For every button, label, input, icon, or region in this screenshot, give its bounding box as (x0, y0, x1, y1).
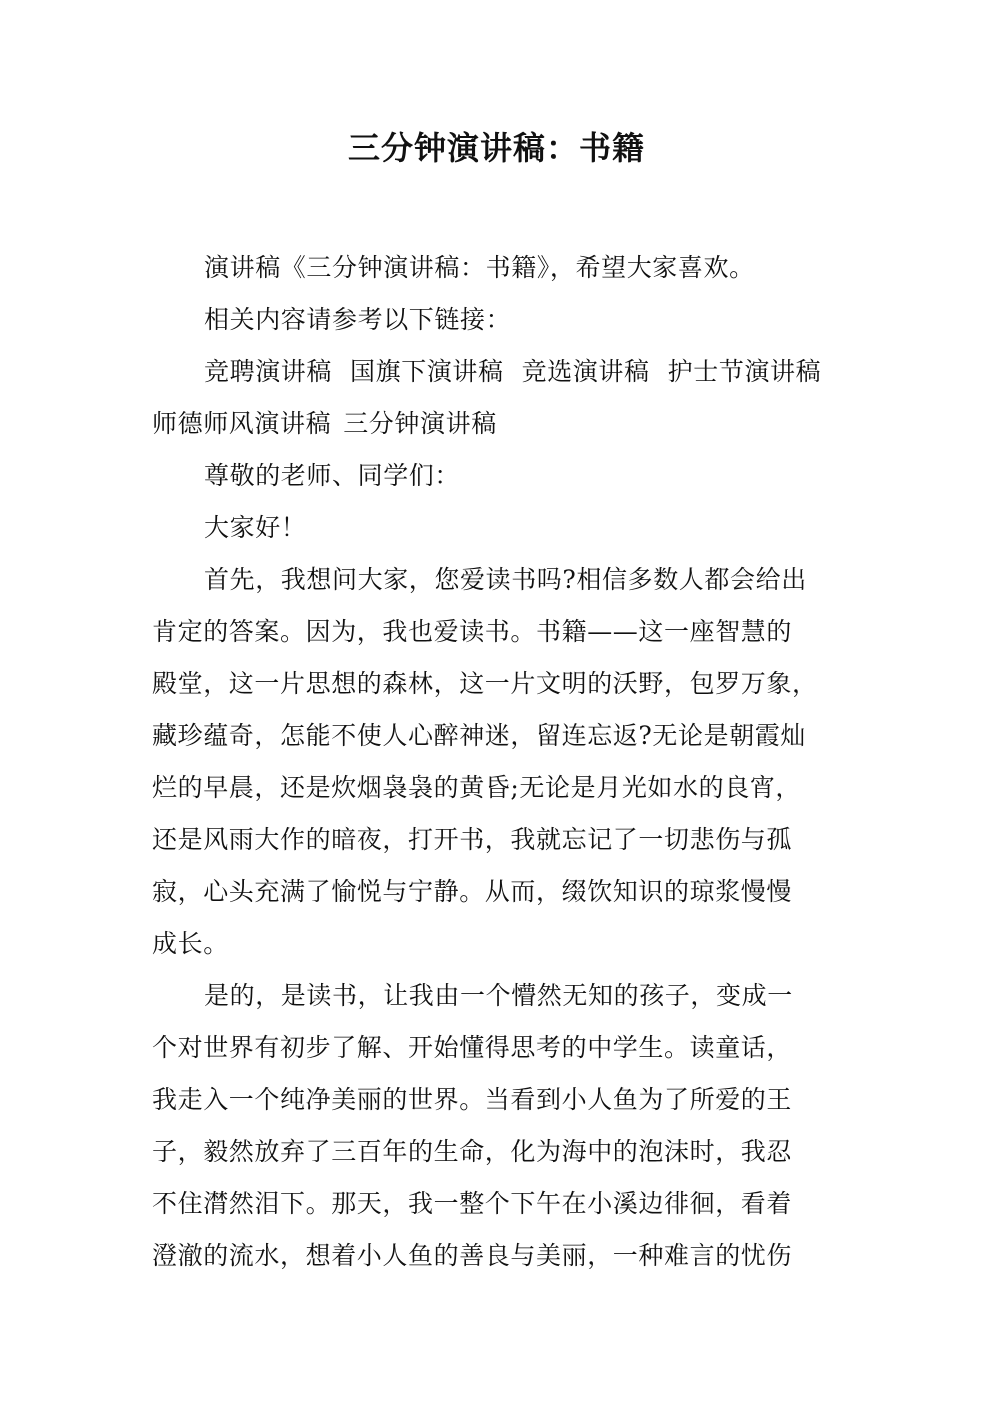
link-three-minute-speech[interactable]: 三分钟演讲稿 (343, 409, 497, 438)
paragraph-line: 成长。 (152, 929, 229, 958)
document-title: 三分钟演讲稿：书籍 (347, 129, 645, 167)
related-links-row-1 (152, 346, 852, 398)
paragraph-2 (152, 970, 852, 1282)
paragraph-line: 个对世界有初步了解、开始懂得思考的中学生。读童话， (152, 1033, 793, 1062)
document-body (152, 242, 852, 1282)
paragraph-line: 首先，我想问大家，您爱读书吗?相信多数人都会给出 (204, 565, 807, 594)
link-teacher-ethics-speech[interactable]: 师德师风演讲稿 (152, 409, 332, 438)
paragraph-line: 是的，是读书，让我由一个懵然无知的孩子，变成一 (204, 981, 793, 1010)
paragraph-line: 子，毅然放弃了三百年的生命，化为海中的泡沫时，我忍 (152, 1137, 793, 1166)
link-election-speech[interactable]: 竞选演讲稿 (521, 357, 650, 386)
paragraph-line: 藏珍蕴奇，怎能不使人心醉神迷，留连忘返?无论是朝霞灿 (152, 721, 807, 750)
paragraph-line: 殿堂，这一片思想的森林，这一片文明的沃野，包罗万象， (152, 669, 818, 698)
paragraph-line: 我走入一个纯净美丽的世界。当看到小人鱼为了所爱的王 (152, 1085, 793, 1114)
paragraph-line: 烂的早晨，还是炊烟袅袅的黄昏;无论是月光如水的良宵， (152, 773, 802, 802)
greeting: 尊敬的老师、同学们： (204, 461, 461, 490)
paragraph-line: 澄澈的流水，想着小人鱼的善良与美丽，一种难言的忧伤 (152, 1241, 793, 1270)
related-links-row-2 (152, 398, 852, 450)
related-label: 相关内容请参考以下链接： (204, 305, 512, 334)
paragraph-line: 不住潸然泪下。那天，我一整个下午在小溪边徘徊，看着 (152, 1189, 793, 1218)
paragraph-1 (152, 554, 852, 970)
link-competition-speech[interactable]: 竞聘演讲稿 (204, 357, 333, 386)
paragraph-line: 肯定的答案。因为，我也爱读书。书籍——这一座智慧的 (152, 617, 793, 646)
paragraph-line: 还是风雨大作的暗夜，打开书，我就忘记了一切悲伤与孤 (152, 825, 793, 854)
link-flag-speech[interactable]: 国旗下演讲稿 (350, 357, 504, 386)
intro-line: 演讲稿《三分钟演讲稿：书籍》，希望大家喜欢。 (204, 253, 755, 282)
link-nurse-day-speech[interactable]: 护士节演讲稿 (667, 357, 822, 386)
hello: 大家好！ (204, 513, 307, 542)
paragraph-line: 寂，心头充满了愉悦与宁静。从而，缀饮知识的琼浆慢慢 (152, 877, 793, 906)
